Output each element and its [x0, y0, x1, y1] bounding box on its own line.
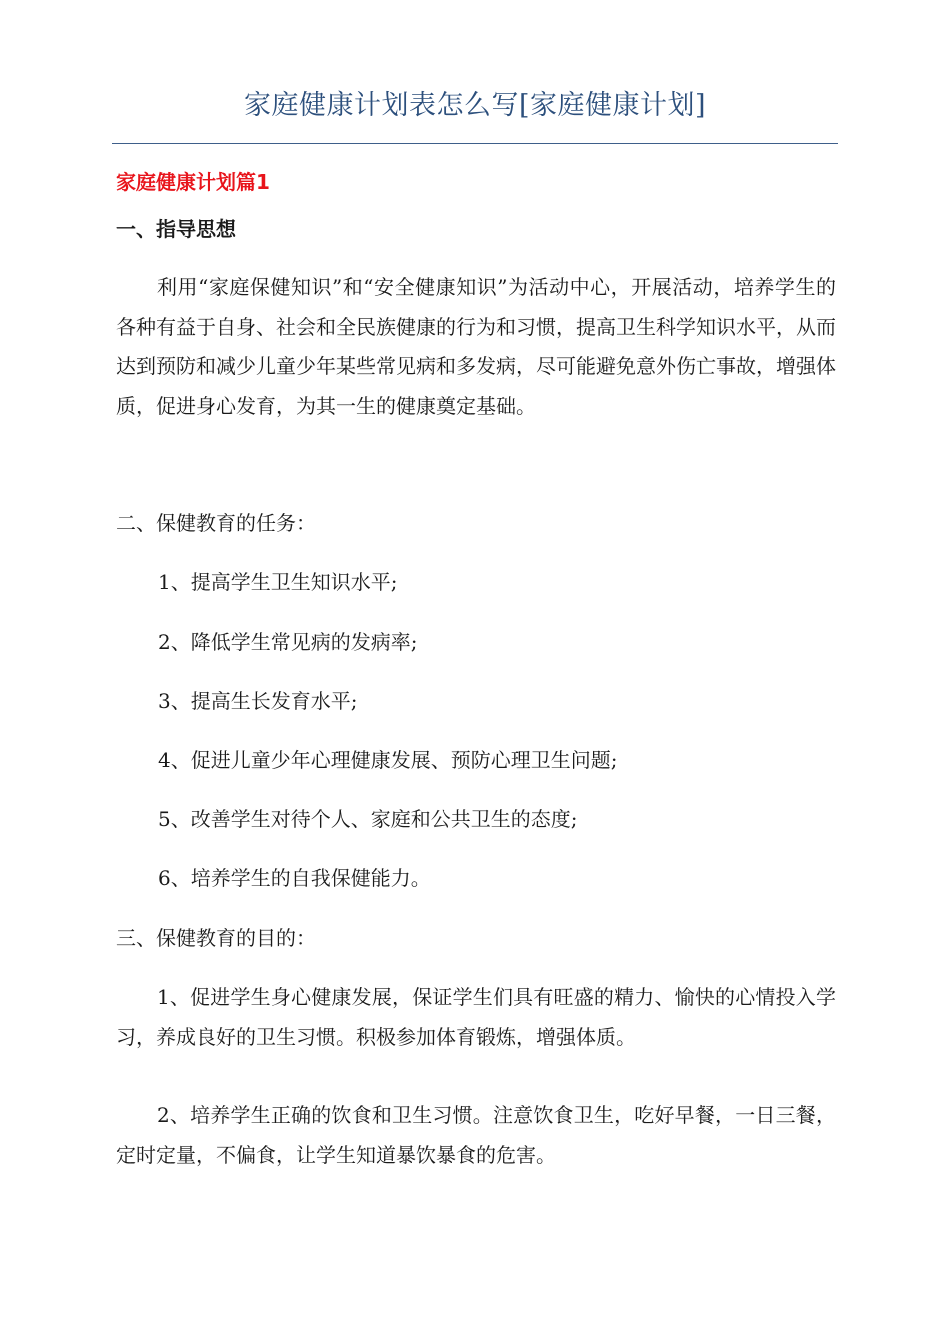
- part1-heading: 一、指导思想: [116, 217, 236, 241]
- task-item-1: 1、提高学生卫生知识水平;: [158, 570, 398, 594]
- task-item-2: 2、降低学生常见病的发病率;: [158, 630, 418, 654]
- purpose-item-2: 2、培养学生正确的饮食和卫生习惯。注意饮食卫生，吃好早餐，一日三餐，定时定量，不偏食，让学生知道暴饮暴食的危害。: [116, 1103, 836, 1167]
- purpose-item-1: 1、促进学生身心健康发展，保证学生们具有旺盛的精力、愉快的心情投入学习，养成良好的卫生习惯。积极参加体育锻炼，增强体质。: [116, 985, 836, 1049]
- part1-paragraph: 利用“家庭保健知识”和“安全健康知识”为活动中心，开展活动，培养学生的各种有益于自身、社会和全民族健康的行为和习惯，提高卫生科学知识水平，从而达到预防和减少儿童少年某些常见病和多发病，尽可能避免意外伤亡事故，增强体质，促进身心发育，为其一生的健康奠定基础。: [116, 275, 836, 418]
- task-item-4: 4、促进儿童少年心理健康发展、预防心理卫生问题;: [158, 748, 618, 772]
- task-item-5: 5、改善学生对待个人、家庭和公共卫生的态度;: [158, 807, 578, 831]
- part3-heading: 三、保健教育的目的：: [116, 926, 316, 950]
- task-item-3: 3、提高生长发育水平;: [158, 689, 358, 713]
- part2-heading: 二、保健教育的任务：: [116, 511, 316, 535]
- document-title: 家庭健康计划表怎么写[家庭健康计划]: [243, 90, 707, 121]
- title-divider: [112, 143, 838, 144]
- section-heading: 家庭健康计划篇1: [116, 170, 270, 194]
- task-item-6: 6、培养学生的自我保健能力。: [158, 866, 431, 890]
